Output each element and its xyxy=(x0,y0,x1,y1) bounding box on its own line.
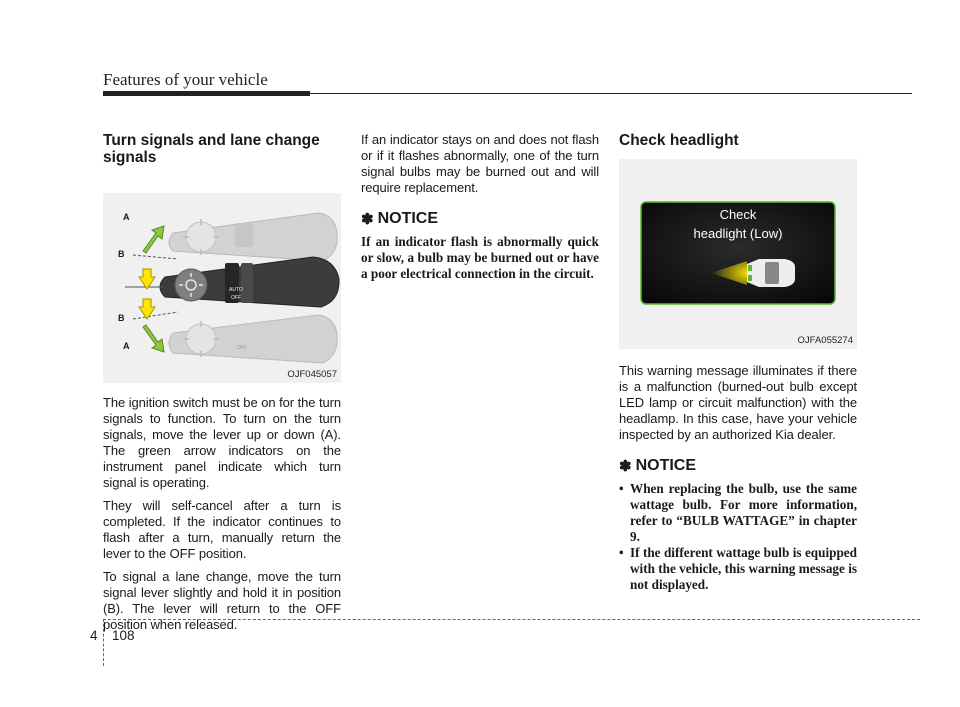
column-1 xyxy=(103,132,341,640)
header-title: Features of your vehicle xyxy=(103,70,268,89)
notice-heading xyxy=(619,457,857,475)
switch-text-auto: AUTO xyxy=(229,287,243,293)
footer-section-number: 4 xyxy=(90,628,98,643)
notice-list-item: • When replacing the bulb, use the same wattage bulb. For more information, refer to “BULB WATTAGE” in chapter 9. xyxy=(619,481,857,545)
warning-message-line1: Check xyxy=(719,207,757,222)
notice-body: If an indicator flash is abnormally quick or slow, a bulb may be burned out or have a poor electrical connection in the circuit. xyxy=(361,234,599,281)
switch-text-off-lower: OFF xyxy=(237,345,247,351)
warning-message-line2: headlight (Low) xyxy=(693,226,783,241)
figure-turn-signal-lever xyxy=(103,193,341,383)
figure-code: OJFA055274 xyxy=(797,335,853,346)
notice-heading xyxy=(361,210,599,228)
footer-rule xyxy=(103,619,920,620)
label-a-bottom: A xyxy=(123,341,130,351)
notice-icon: ✽ xyxy=(361,211,374,228)
turn-signal-lever-illustration xyxy=(103,193,341,383)
column-2 xyxy=(361,132,599,282)
header-rule-thick xyxy=(103,91,310,96)
footer-page-number: 108 xyxy=(112,628,135,643)
paragraph: To signal a lane change, move the turn signal lever slightly and hold it in position (B). The lever will return to the OFF position when released. xyxy=(103,569,341,632)
switch-text-off: OFF xyxy=(231,295,241,301)
header-rule-thin xyxy=(310,93,912,94)
paragraph: The ignition switch must be on for the turn signals to function. To turn on the turn signals, move the lever up or down (A). The green arrow indicators on the instrument panel indicate which turn signal is operating. xyxy=(103,395,341,490)
section-heading-turn-signals: Turn signals and lane change signals xyxy=(103,132,320,166)
paragraph: If an indicator stays on and does not flash or if it flashes abnormally, one of the turn signal bulbs may be burned out and will require replacement. xyxy=(361,132,599,195)
notice-icon: ✽ xyxy=(619,458,632,475)
column-3 xyxy=(619,132,857,593)
figure-code: OJF045057 xyxy=(287,369,337,380)
notice-list xyxy=(619,481,857,593)
label-a-top: A xyxy=(123,212,130,222)
footer-vertical-rule xyxy=(103,619,104,666)
paragraph: They will self-cancel after a turn is completed. If the indicator continues to flash after a turn, manually return the lever to the OFF position. xyxy=(103,498,341,561)
notice-title: NOTICE xyxy=(377,210,439,227)
figure-check-headlight xyxy=(619,159,857,349)
notice-title: NOTICE xyxy=(635,457,697,474)
notice-list-item: • If the different wattage bulb is equipped with the vehicle, this warning message is not displayed. xyxy=(619,545,857,593)
label-b-top: B xyxy=(118,249,125,259)
label-b-bottom: B xyxy=(118,313,125,323)
paragraph: This warning message illuminates if there is a malfunction (burned-out bulb except LED lamp or circuit malfunction) with the headlamp. In this case, have your vehicle inspected by an authorized Kia dealer. xyxy=(619,363,857,442)
section-heading-check-headlight: Check headlight xyxy=(619,132,739,149)
headlight-warning-display xyxy=(619,159,857,349)
